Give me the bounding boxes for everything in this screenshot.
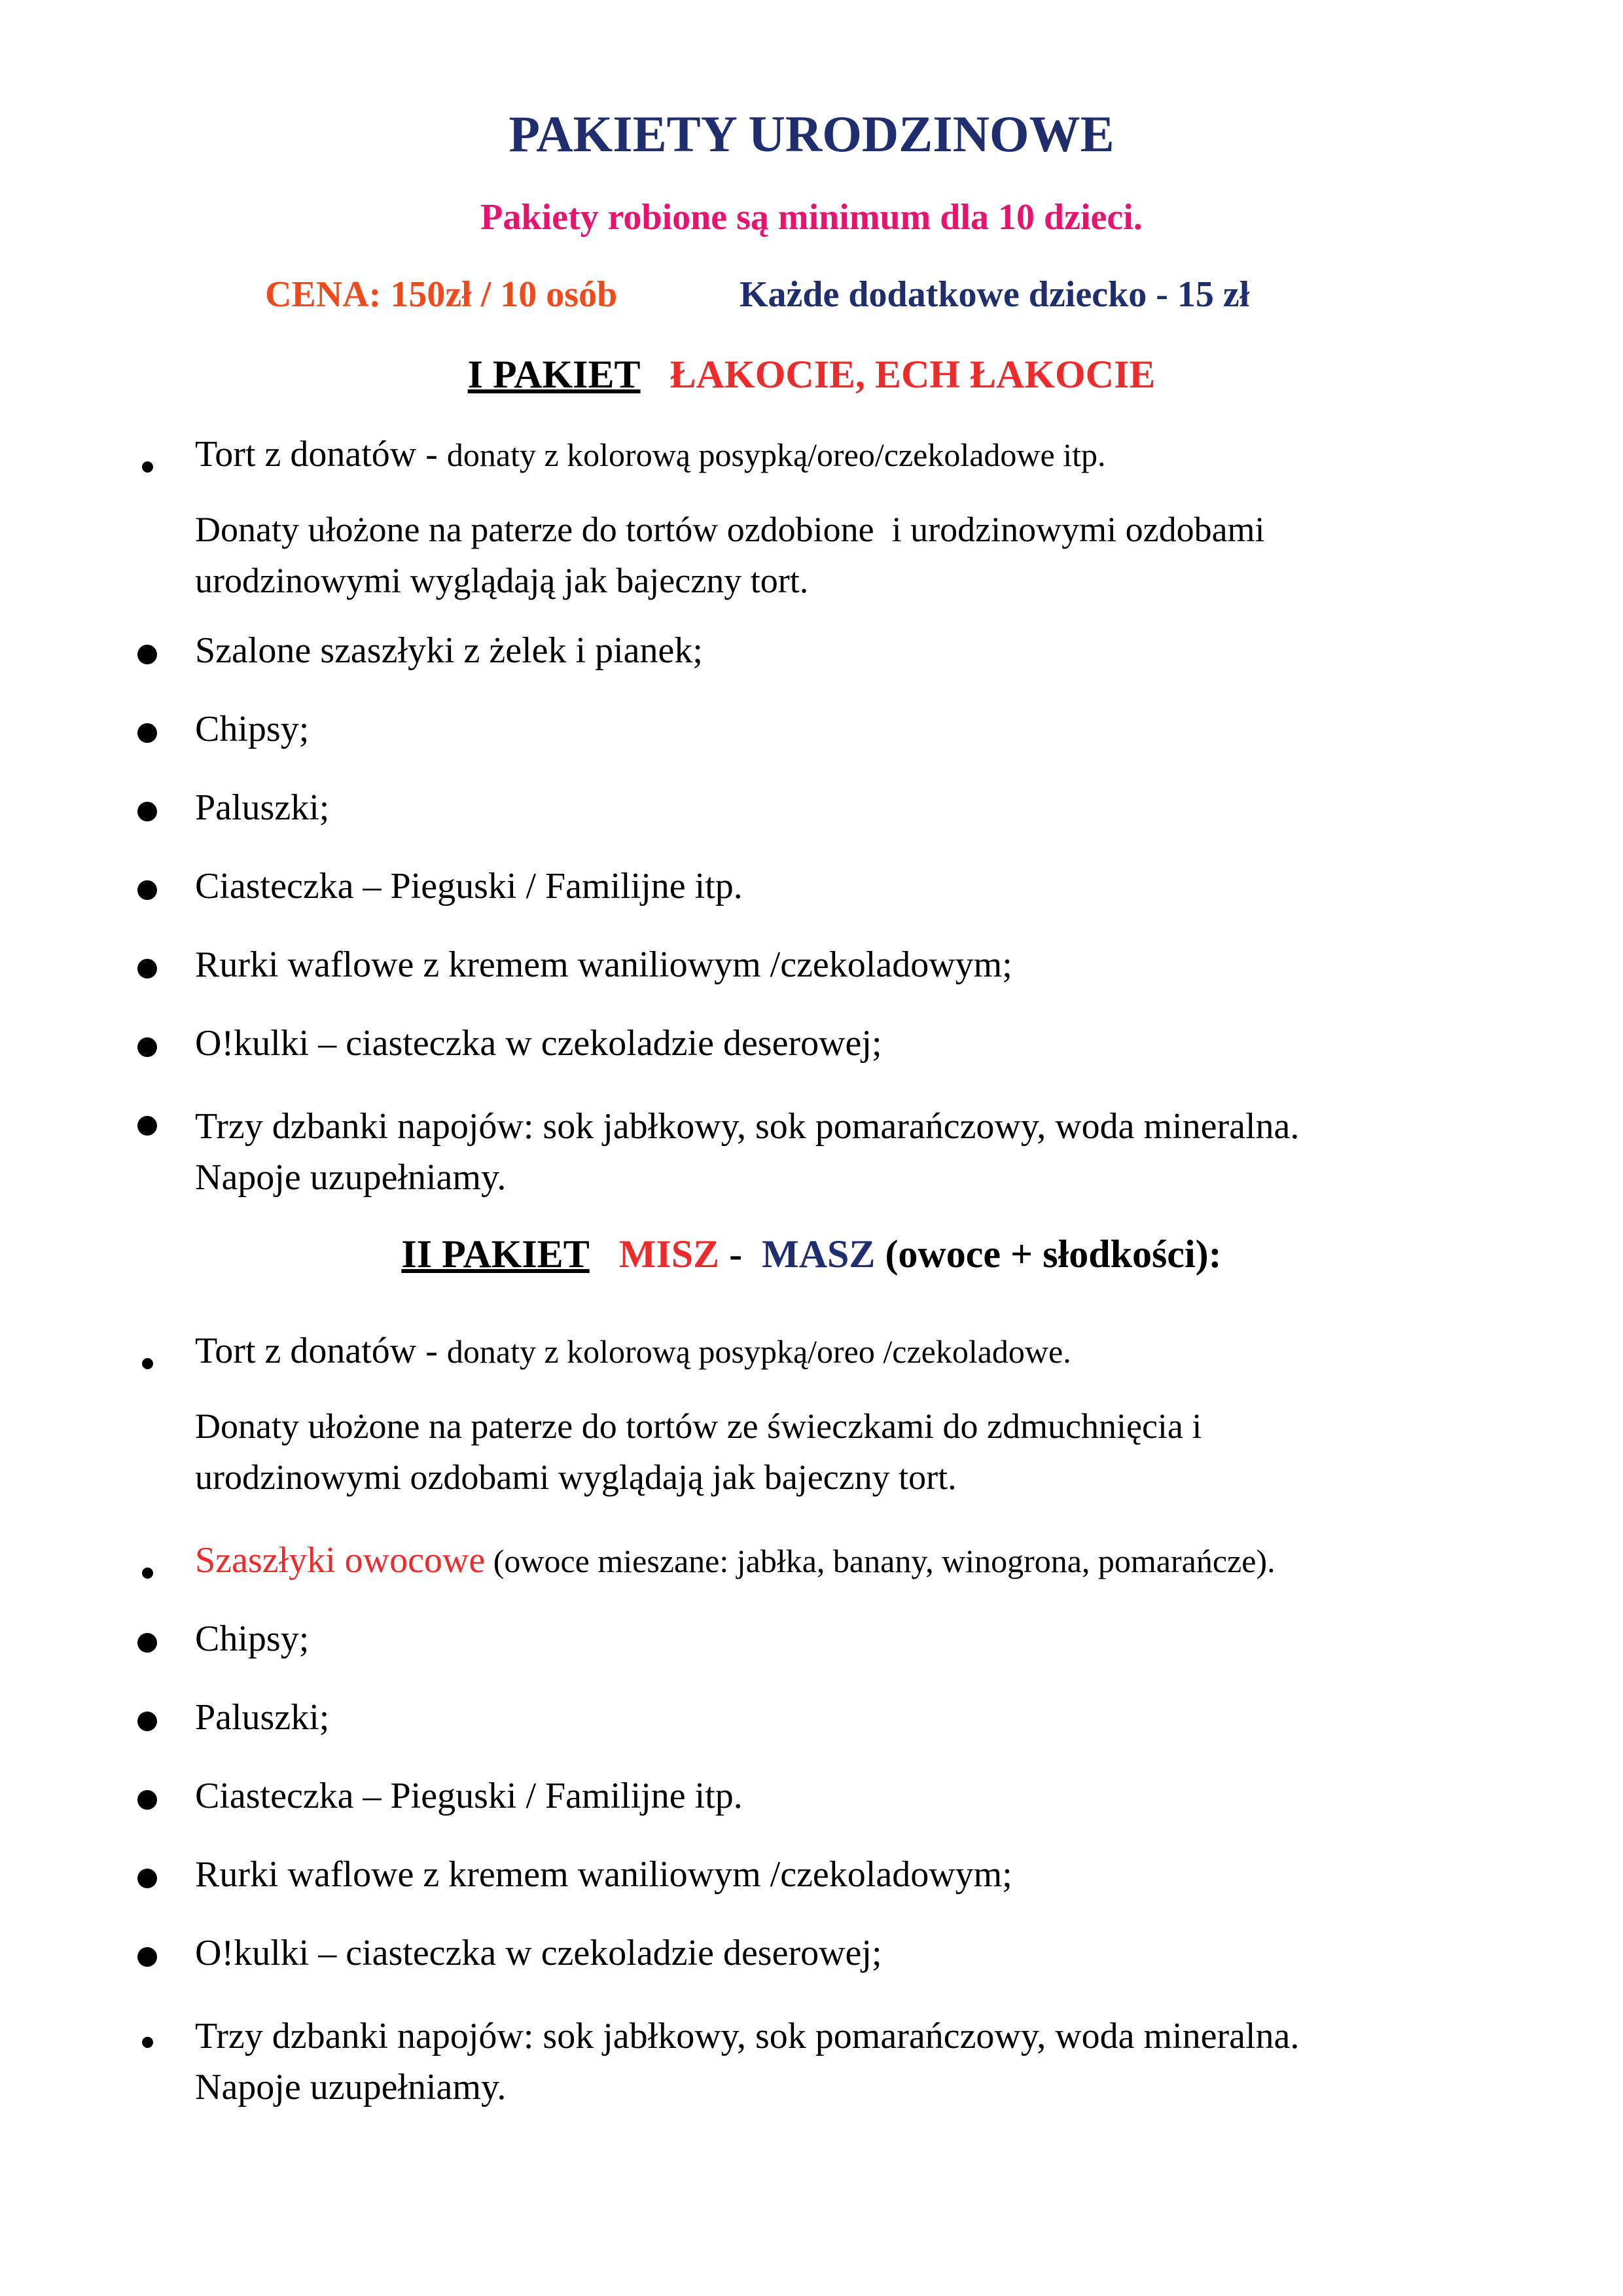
pakiet1-name: ŁAKOCIE, ECH ŁAKOCIE: [669, 353, 1156, 396]
list-item: Szalone szaszłyki z żelek i pianek;: [195, 630, 703, 671]
pakiet2-dash: -: [719, 1232, 753, 1276]
list-item: Paluszki;: [195, 787, 330, 828]
pakiet2-heading: [0, 1232, 1623, 1277]
bullet: [137, 880, 157, 900]
bullet: [137, 645, 157, 664]
page-title: PAKIETY URODZINOWE: [508, 105, 1115, 162]
bullet: [137, 1037, 157, 1057]
bullet: [142, 2037, 153, 2048]
pakiet2-name-masz: MASZ: [762, 1232, 876, 1276]
item-highlight: Szaszłyki owocowe: [195, 1540, 486, 1581]
pakiet2-suffix: (owoce + słodkości):: [875, 1232, 1222, 1276]
item-detail: donaty z kolorową posypką/oreo /czekoladowe.: [446, 1333, 1071, 1370]
bullet: [137, 723, 157, 743]
list-item: Rurki waflowe z kremem waniliowym /czekoladowym;: [195, 1854, 1012, 1895]
list-item: Trzy dzbanki napojów: sok jabłkowy, sok pomarańczowy, woda mineralna. Napoje uzupełniamy.: [195, 2016, 1300, 2108]
item-main: Tort z donatów -: [195, 434, 447, 475]
item-detail: (owoce mieszane: jabłka, banany, winogrona, pomarańcze).: [485, 1543, 1275, 1579]
bullet: [137, 802, 157, 821]
list-item: O!kulki – ciasteczka w czekoladzie deserowej;: [195, 1023, 882, 1064]
list-item: Ciasteczka – Pieguski / Familijne itp.: [195, 1776, 743, 1816]
bullet: [137, 1947, 157, 1967]
list-item: Trzy dzbanki napojów: sok jabłkowy, sok pomarańczowy, woda mineralna. Napoje uzupełniamy.: [195, 1106, 1300, 1198]
pakiet2-label: II PAKIET: [401, 1232, 590, 1276]
list-item: Paluszki;: [195, 1697, 330, 1738]
item-main: Tort z donatów -: [195, 1331, 447, 1371]
bullet: [137, 1633, 157, 1653]
list-item: [195, 1330, 1071, 1372]
bullet: [142, 1568, 153, 1579]
item-detail: donaty z kolorową posypką/oreo/czekoladowe itp.: [446, 437, 1106, 473]
bullet: [137, 1790, 157, 1810]
minimum-note: Pakiety robione są minimum dla 10 dzieci.: [480, 197, 1143, 238]
pakiet1-label: I PAKIET: [467, 353, 641, 396]
pakiet2-name-misz: MISZ: [618, 1232, 720, 1276]
list-item: Chipsy;: [195, 1619, 310, 1659]
bullet: [137, 959, 157, 978]
bullet: [137, 1712, 157, 1731]
list-item: Ciasteczka – Pieguski / Familijne itp.: [195, 866, 743, 906]
bullet: [142, 461, 153, 473]
bullet: [137, 1116, 157, 1136]
bullet: [137, 1869, 157, 1888]
list-item: Rurki waflowe z kremem waniliowym /czekoladowym;: [195, 944, 1012, 985]
pakiet1-note: Donaty ułożone na paterze do tortów ozdobione i urodzinowymi ozdobami urodzinowymi wyglądają jak bajeczny tort.: [195, 510, 1265, 600]
extra-child-price: Każde dodatkowe dziecko - 15 zł: [740, 274, 1250, 315]
list-item: [195, 433, 1106, 475]
bullet: [142, 1358, 153, 1369]
pakiet2-note: Donaty ułożone na paterze do tortów ze świeczkami do zdmuchnięcia i urodzinowymi ozdobami wyglądają jak bajeczny tort.: [195, 1407, 1202, 1497]
list-item: Chipsy;: [195, 709, 310, 749]
list-item: [195, 1539, 1275, 1581]
price-label: CENA: 150zł / 10 osób: [265, 274, 618, 315]
pakiet1-heading: [0, 352, 1623, 397]
list-item: O!kulki – ciasteczka w czekoladzie deserowej;: [195, 1933, 882, 1973]
